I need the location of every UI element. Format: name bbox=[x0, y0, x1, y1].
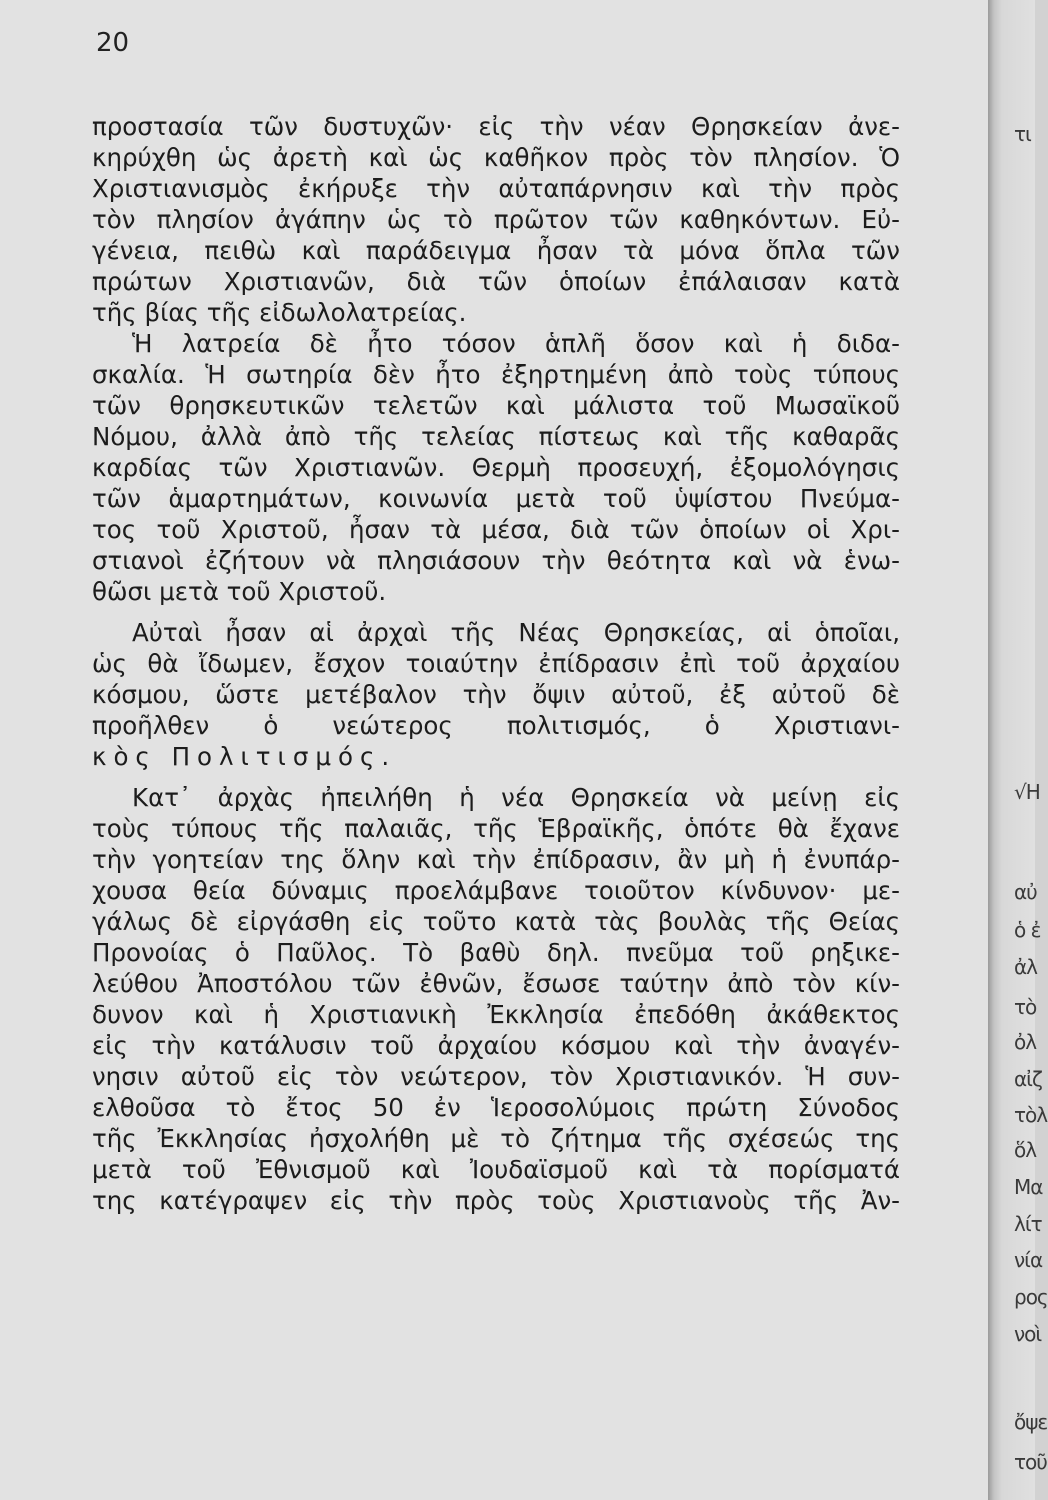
text-line: καρδίας τῶν Χριστιανῶν. Θερμὴ προσευχή, ἐξομολόγησις bbox=[92, 453, 900, 482]
text-line: Κατ᾽ ἀρχὰς ἠπειλήθη ἡ νέα Θρησκεία νὰ μείνῃ εἰς bbox=[132, 783, 900, 812]
facing-page-fragment: ὁ ἐ bbox=[1014, 918, 1041, 942]
text-line: τοὺς τύπους τῆς παλαιᾶς, τῆς Ἑβραϊκῆς, ὁπότε θὰ ἔχανε bbox=[92, 814, 900, 843]
text-line: τος τοῦ Χριστοῦ, ἦσαν τὰ μέσα, διὰ τῶν ὁποίων οἱ Χρι- bbox=[92, 515, 900, 544]
facing-page-edge bbox=[988, 0, 1048, 1500]
text-line: θῶσι μετὰ τοῦ Χριστοῦ. bbox=[92, 577, 387, 606]
facing-page-fragment: ὅλ bbox=[1014, 1138, 1037, 1162]
text-line: τῶν ἁμαρτημάτων, κοινωνία μετὰ τοῦ ὑψίστου Πνεύμα- bbox=[92, 484, 900, 513]
text-line: προῆλθεν ὁ νεώτερος πολιτισμός, ὁ Χριστιανι- bbox=[92, 711, 900, 740]
facing-page-fragment: τοῦ bbox=[1014, 1450, 1047, 1474]
facing-page-fragment: τὸ bbox=[1014, 995, 1037, 1019]
text-line: γένεια, πειθὼ καὶ παράδειγμα ἦσαν τὰ μόνα ὅπλα τῶν bbox=[92, 236, 900, 265]
facing-page-fragment: αὐ bbox=[1014, 880, 1037, 904]
text-line: κηρύχθη ὡς ἀρετὴ καὶ ὡς καθῆκον πρὸς τὸν πλησίον. Ὁ bbox=[92, 143, 900, 172]
text-line: κόσμου, ὥστε μετέβαλον τὴν ὄψιν αὐτοῦ, ἐξ αὐτοῦ δὲ bbox=[92, 680, 900, 709]
facing-page-fragment: τι bbox=[1014, 122, 1031, 146]
facing-page-fragment: Μα bbox=[1014, 1175, 1043, 1199]
text-line: πρώτων Χριστιανῶν, διὰ τῶν ὁποίων ἐπάλαισαν κατὰ bbox=[92, 267, 900, 296]
text-line: στιανοὶ ἐζήτουν νὰ πλησιάσουν τὴν θεότητα καὶ νὰ ἑνω- bbox=[92, 546, 900, 575]
facing-page-fragment: νοὶ bbox=[1014, 1322, 1042, 1346]
facing-page-fragment: νία bbox=[1014, 1248, 1043, 1272]
facing-page-fragment: ρος bbox=[1014, 1285, 1048, 1309]
text-line: λεύθου Ἀποστόλου τῶν ἐθνῶν, ἔσωσε ταύτην ἀπὸ τὸν κίν- bbox=[92, 969, 900, 998]
text-line: τὸν πλησίον ἀγάπην ὡς τὸ πρῶτον τῶν καθηκόντων. Εὐ- bbox=[92, 205, 900, 234]
text-line: Χριστιανισμὸς ἐκήρυξε τὴν αὐταπάρνησιν καὶ τὴν πρὸς bbox=[92, 174, 900, 203]
facing-page-fragment: ἀλ bbox=[1014, 955, 1038, 979]
text-line: ελθοῦσα τὸ ἔτος 50 ἐν Ἱεροσολύμοις πρώτη Σύνοδος bbox=[92, 1093, 900, 1122]
text-line: τῆς Ἐκκλησίας ἠσχολήθη μὲ τὸ ζήτημα τῆς σχέσεώς της bbox=[92, 1124, 900, 1153]
text-line: τὴν γοητείαν της ὅλην καὶ τὴν ἐπίδρασιν, ἂν μὴ ἡ ἐνυπάρ- bbox=[92, 845, 900, 874]
text-line: μετὰ τοῦ Ἐθνισμοῦ καὶ Ἰουδαϊσμοῦ καὶ τὰ πορίσματά bbox=[92, 1155, 900, 1184]
text-line: Ἡ λατρεία δὲ ἦτο τόσον ἁπλῆ ὅσον καὶ ἡ διδα- bbox=[132, 329, 900, 358]
text-line: τῆς βίας τῆς εἰδωλολατρείας. bbox=[92, 298, 467, 327]
facing-page-fragment: ὀλ bbox=[1014, 1030, 1037, 1054]
text-line: δυνον καὶ ἡ Χριστιανικὴ Ἐκκλησία ἐπεδόθη ἀκάθεκτος bbox=[92, 1000, 900, 1029]
text-line: ὡς θὰ ἴδωμεν, ἔσχον τοιαύτην ἐπίδρασιν ἐπὶ τοῦ ἀρχαίου bbox=[92, 649, 900, 678]
text-line: προστασία τῶν δυστυχῶν· εἰς τὴν νέαν Θρησκείαν ἀνε- bbox=[92, 112, 900, 141]
text-line: της κατέγραψεν εἰς τὴν πρὸς τοὺς Χριστιανοὺς τῆς Ἀν- bbox=[92, 1186, 900, 1215]
facing-page-fragment: λίτ bbox=[1014, 1212, 1042, 1236]
text-line: εἰς τὴν κατάλυσιν τοῦ ἀρχαίου κόσμου καὶ τὴν ἀναγέν- bbox=[92, 1031, 900, 1060]
page-number: 20 bbox=[96, 28, 130, 58]
text-line: Νόμου, ἀλλὰ ἀπὸ τῆς τελείας πίστεως καὶ τῆς καθαρᾶς bbox=[92, 422, 900, 451]
text-line: Αὐταὶ ἦσαν αἱ ἀρχαὶ τῆς Νέας Θρησκείας, αἱ ὁποῖαι, bbox=[132, 618, 900, 647]
text-line: σκαλία. Ἡ σωτηρία δὲν ἦτο ἐξηρτημένη ἀπὸ τοὺς τύπους bbox=[92, 360, 900, 389]
facing-page-fragment: √Η bbox=[1014, 780, 1040, 804]
text-line: χουσα θεία δύναμις προελάμβανε τοιοῦτον κίνδυνον· με- bbox=[92, 876, 900, 905]
text-line: Προνοίας ὁ Παῦλος. Τὸ βαθὺ δηλ. πνεῦμα τοῦ ρηξικε- bbox=[92, 938, 900, 967]
text-line: κὸς Πολιτισμός. bbox=[92, 742, 397, 771]
facing-page-fragment: ὄψε bbox=[1014, 1410, 1048, 1434]
facing-page-fragment: αἰζ bbox=[1014, 1067, 1042, 1091]
facing-page-fragment: τὸλ bbox=[1014, 1103, 1048, 1127]
text-line: νησιν αὐτοῦ εἰς τὸν νεώτερον, τὸν Χριστιανικόν. Ἡ συν- bbox=[92, 1062, 900, 1091]
text-line: τῶν θρησκευτικῶν τελετῶν καὶ μάλιστα τοῦ Μωσαϊκοῦ bbox=[92, 391, 900, 420]
text-line: γάλως δὲ εἰργάσθη εἰς τοῦτο κατὰ τὰς βουλὰς τῆς Θείας bbox=[92, 907, 900, 936]
